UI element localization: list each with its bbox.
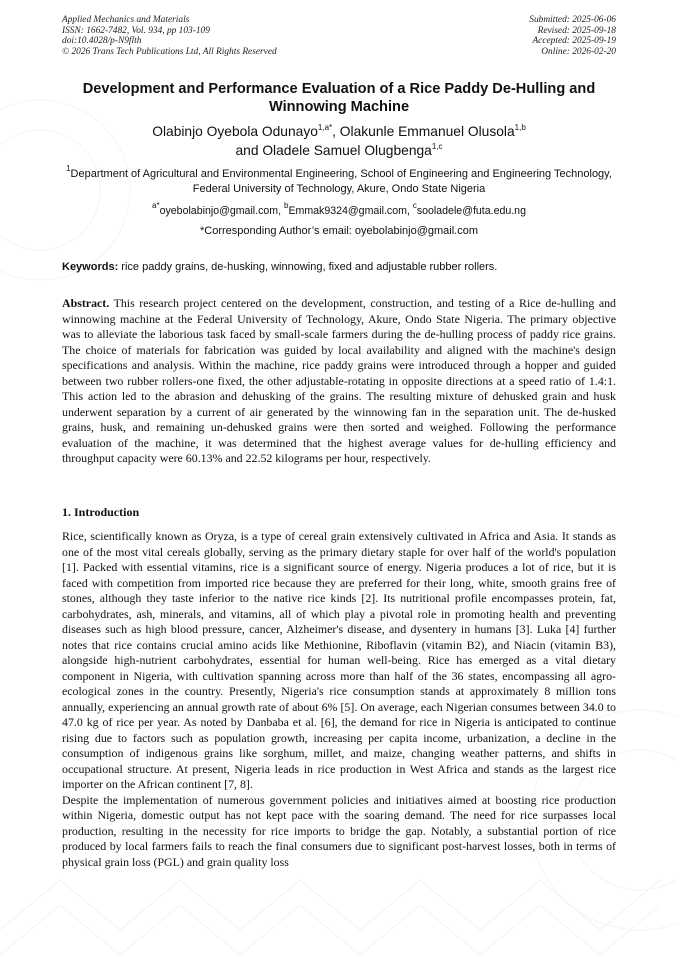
- accepted-date: Accepted: 2025-09-19: [532, 36, 616, 47]
- affiliation-marker: 1: [66, 164, 71, 173]
- article-dates: [529, 15, 616, 57]
- author-affiliation-marker: 1,a*: [317, 123, 333, 132]
- revised-date: Revised: 2025-09-18: [537, 25, 616, 36]
- abstract: [62, 296, 616, 467]
- email-link[interactable]: oyebolabinjo@gmail.com,: [159, 205, 284, 217]
- submitted-date: Submitted: 2025-06-06: [529, 15, 616, 25]
- section-heading-introduction: 1. Introduction: [62, 505, 140, 519]
- paragraph: Despite the implementation of numerous government policies and initiatives aimed at boosting rice production within Nigeria, domestic output has not kept pace with the soaring demand. The need for rice surpasses local production, resulting in the necessity for rice imports to bridge the gap. Notably, a substantial portion of rice produced by local farmers fails to reach the final consumers due to significant post-harvest losses, both in terms of physical grain loss (PGL) and grain quality loss: [62, 792, 616, 869]
- journal-name: Applied Mechanics and Materials: [62, 15, 190, 25]
- affiliation-text: Department of Agricultural and Environmental Engineering, School of Engineering and Engineering Technology, Federal University of Technology, Akure, Ondo State Nigeria: [70, 168, 612, 195]
- paragraph: Rice, scientifically known as Oryza, is a type of cereal grain extensively cultivated in Africa and Asia. It stands as one of the most vital cereals globally, serving as the primary dietary staple for over half of the world's population [1]. Packed with essential vitamins, rice is a significant source of energy. Nigeria produces a lot of rice, but it is faced with competition from imported rice because they are preferred for their long, white, smooth grains free of stones, although they taste inferior to the native rice kinds [2]. Its nutritional profile encompasses protein, fat, carbohydrates, ash, minerals, and vitamins, all of which play a pivotal role in promoting health and preventing diseases such as high blood pressure, cancer, Alzheimer's disease, and dysentery in humans [3]. Luka [4] further notes that rice contains crucial amino acids like Methionine, Riboflavin (vitamin B2), and Niacin (vitamin B3), alongside high-nutrient carbohydrates, essential for human well-being. Rice has emerged as a vital dietary component in Nigeria, with cultivation spanning across more than half of the 36 states, encompassing all agro-ecological zones in the country. Presently, Nigeria's rice consumption stands at approximately 8 million tons annually, experiencing an annual growth rate of about 6% [5]. On average, each Nigerian consumes between 34.0 to 47.0 kg of rice per year. As noted by Danbaba et al. [6], the demand for rice in Nigeria is anticipated to continue rising due to factors such as population growth, increasing per capita income, urbanization, a decline in the consumption of indigenous grains like sorghum, millet, and maize, changing weather patterns, and shifts in occupational structure. At present, Nigeria leads in rice production in West Africa and stands as the largest rice importer on the African continent [7, 8].: [62, 529, 616, 791]
- author-affiliation-marker: 1,c: [431, 141, 443, 151]
- author-affiliation-marker: 1,b: [514, 123, 526, 132]
- email-marker: a*: [152, 201, 160, 210]
- abstract-label: Abstract.: [62, 296, 110, 310]
- paper-title: Development and Performance Evaluation of a Rice Paddy De-Hulling and Winnowing Machine: [82, 81, 596, 115]
- author-list: [62, 123, 616, 160]
- doi[interactable]: doi:10.4028/p-N9flth: [62, 36, 142, 47]
- affiliation: [62, 164, 616, 196]
- author-separator: ,: [332, 124, 340, 139]
- author-name: Oladele Samuel Olugbenga: [262, 142, 432, 158]
- author-emails: [62, 201, 616, 218]
- corresponding-author: *Corresponding Author’s email: oyebolabinjo@gmail.com: [200, 225, 478, 237]
- introduction-body: [62, 529, 616, 870]
- email-link[interactable]: Emmak9324@gmail.com,: [288, 205, 413, 217]
- abstract-text: This research project centered on the development, construction, and testing of a Rice de-hulling and winnowing machine at the Federal University of Technology, Akure, Ondo State Nigeria. The primary objective was to alleviate the laborious task faced by small-scale farmers during the de-hulling process of paddy rice grains. The choice of materials for fabrication was guided by local availability and aligned with the machine's design specifications and analysis. Within the machine, rice paddy grains were introduced through a hopper and guided between two rubber rollers-one fixed, the other adjustable-rotating in opposite directions at a speed ratio of 1.4:1. This action led to the abrasion and dehusking of the grains. The resulting mixture of dehusked grain and husk underwent separation by a current of air generated by the winnowing fan in the separation unit. The de-husked grains, husk, and remaining un-dehusked grains were then sorted and weighed. Following the performance evaluation of the machine, it was determined that the highest average values for de-hulling efficiency and throughput capacity were 60.13% and 22.52 kilograms per hour, respectively.: [62, 296, 616, 465]
- keywords-text: rice paddy grains, de-husking, winnowing, fixed and adjustable rubber rollers.: [118, 261, 498, 273]
- keywords: [62, 260, 616, 274]
- online-date: Online: 2026-02-20: [541, 46, 616, 57]
- issn-volume: ISSN: 1662-7482, Vol. 934, pp 103-109: [62, 25, 210, 36]
- author-name: Olabinjo Oyebola Odunayo: [152, 124, 318, 139]
- copyright-notice: © 2026 Trans Tech Publications Ltd, All Rights Reserved: [62, 46, 277, 57]
- journal-info: [62, 15, 277, 57]
- email-marker: b: [284, 201, 289, 210]
- author-conjunction: and: [235, 142, 263, 158]
- author-name: Olakunle Emmanuel Olusola: [339, 124, 515, 139]
- email-link[interactable]: sooladele@futa.edu.ng: [416, 205, 526, 217]
- email-marker: c: [412, 201, 417, 210]
- keywords-label: Keywords:: [62, 261, 119, 273]
